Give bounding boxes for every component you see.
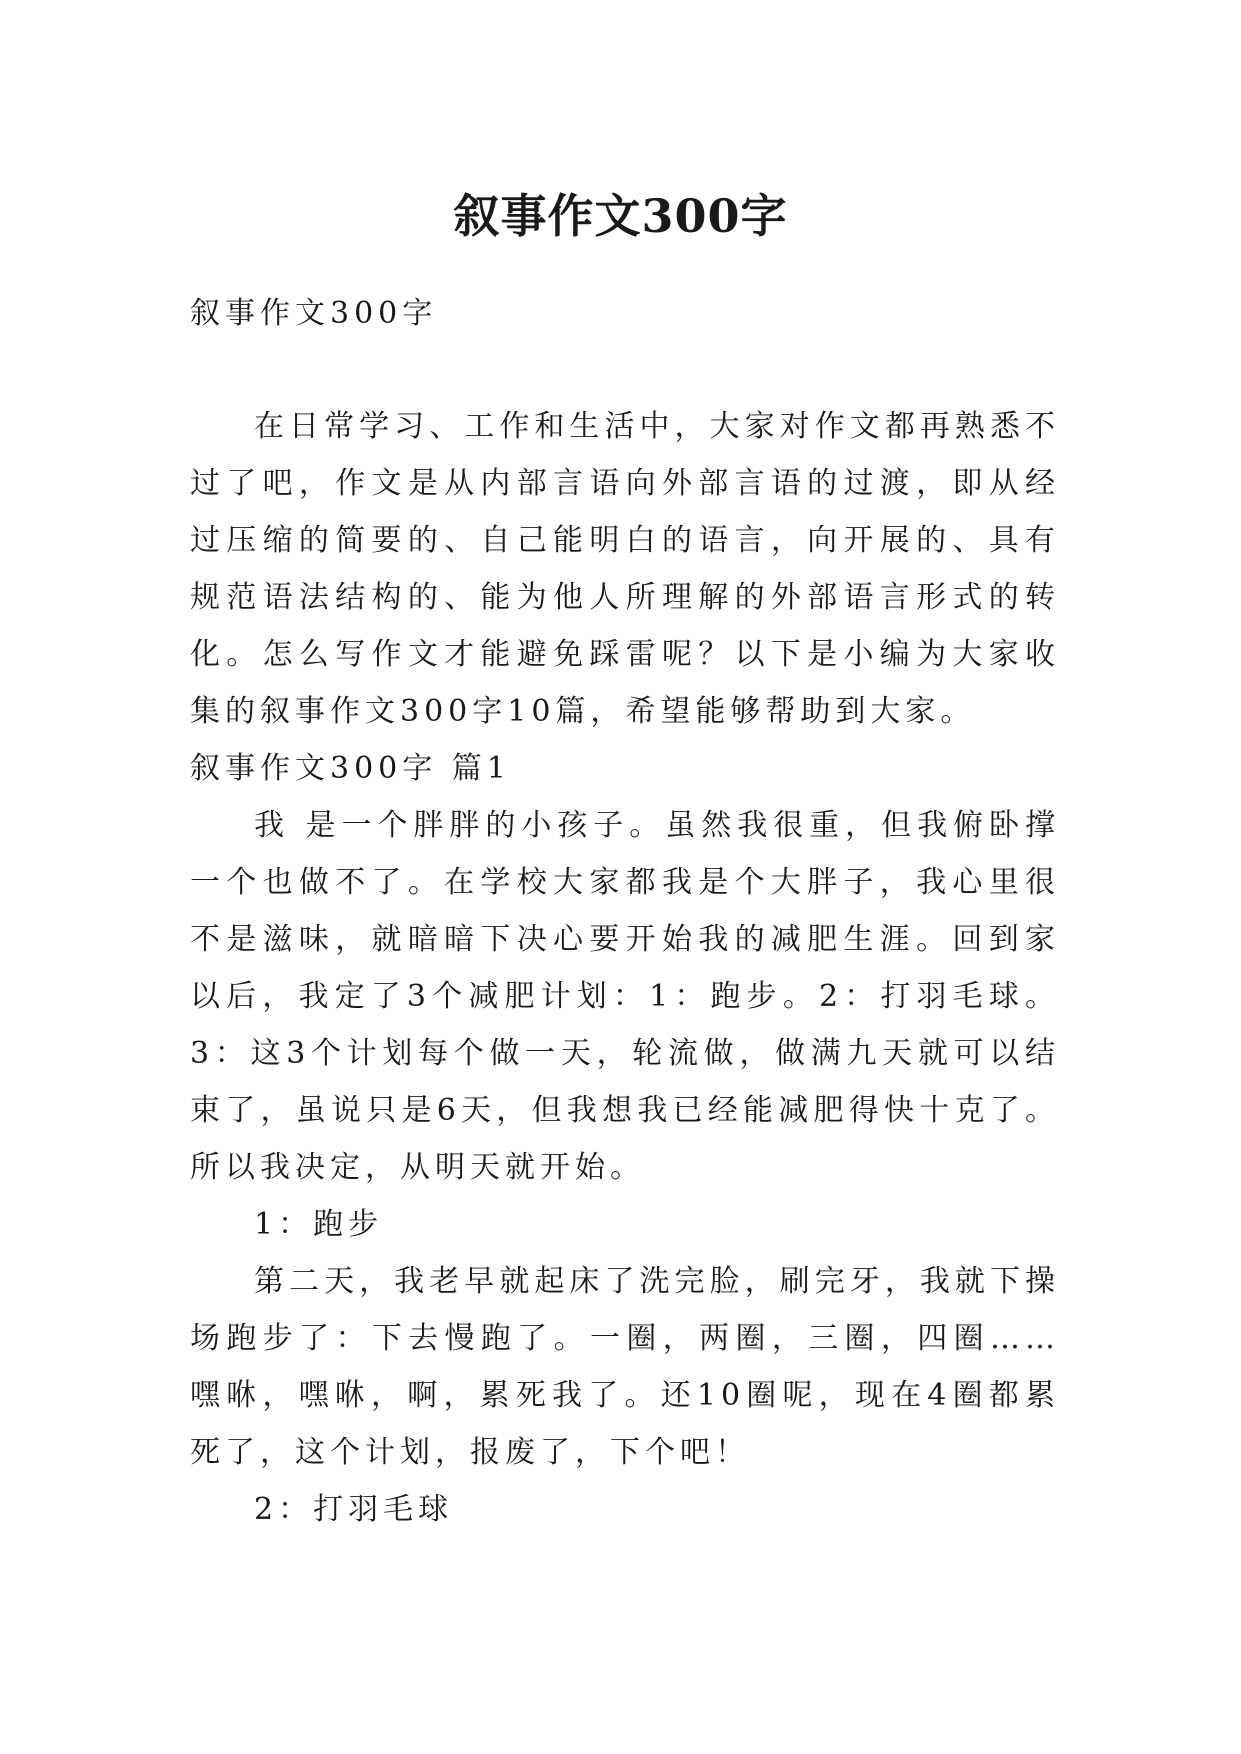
document-title: 叙事作文300字 (453, 188, 788, 243)
running-paragraph: 第二天，我老早就起床了洗完脸，刷完牙，我就下操场跑步了：下去慢跑了。一圈，两圈，三圈，四圈……嘿咻，嘿咻，啊，累死我了。还10圈呢，现在4圈都累死了，这个计划，报废了，下个吧！ (190, 1264, 1060, 1470)
section-heading: 叙事作文300字 篇1 (190, 751, 511, 786)
document-subtitle: 叙事作文300字 (190, 296, 438, 331)
plan-heading-badminton: 2：打羽毛球 (254, 1492, 454, 1527)
intro-paragraph: 在日常学习、工作和生活中，大家对作文都再熟悉不过了吧，作文是从内部言语向外部言语的过渡，即从经过压缩的简要的、自己能明白的语言，向开展的、具有规范语法结构的、能为他人所理解的外部语言形式的转化。怎么写作文才能避免踩雷呢？以下是小编为大家收集的叙事作文300字10篇，希望能够帮助到大家。 (190, 409, 1060, 729)
story-paragraph: 我 是一个胖胖的小孩子。虽然我很重，但我俯卧撑一个也做不了。在学校大家都我是个大胖子，我心里很不是滋味，就暗暗下决心要开始我的减肥生涯。回到家以后，我定了3个减肥计划：1：跑步。2：打羽毛球。3：这3个计划每个做一天，轮流做，做满九天就可以结束了，虽说只是6天，但我想我已经能减肥得快十克了。所以我决定，从明天就开始。 (190, 808, 1060, 1185)
document-body (190, 285, 1060, 1538)
plan-heading-running: 1：跑步 (254, 1207, 384, 1242)
